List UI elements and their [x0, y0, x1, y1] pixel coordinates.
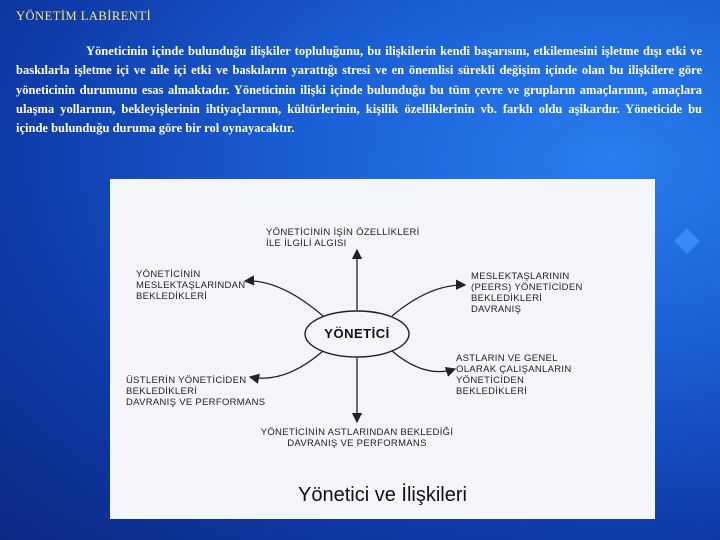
node-lower-left: ÜSTLERİN YÖNETİCİDEN BEKLEDİKLERİ DAVRANIŞ VE PERFORMANS: [126, 375, 266, 408]
node-upper-right: MESLEKTAŞLARININ (PEERS) YÖNETİCİDEN BEKLEDİKLERİ DAVRANIŞ: [471, 271, 583, 315]
slide-paragraph: Yöneticinin içinde bulunduğu ilişkiler topluluğunu, bu ilişkilerin kendi başarısını, etkilemesini işletme dışı etki ve baskılarla işletme içi ve aile içi etki ve baskıların yarattığı stresi ve en önemlisi sürekli değişim içinde olan bu ilişkilere göre yöneticinin durumunu esas almaktadır. Yöneticinin ilişki içinde bulunduğu bu tüm çevre ve grupların amaçlarının, amaçlara ulaşma yollarının, bekleyişlerinin ihtiyaçlarının, kültürlerinin, kişilik özelliklerinin vb. farklı oldu aşikardır. Yöneticide bu içinde bulunduğu duruma göre bir rol oynayacaktır.: [16, 44, 702, 136]
center-node-label: YÖNETİCİ: [324, 326, 390, 341]
node-lower-right: ASTLARIN VE GENEL OLARAK ÇALIŞANLARIN YÖNETİCİDEN BEKLEDİKLERİ: [456, 353, 572, 397]
relationship-diagram: [110, 179, 655, 519]
node-top: YÖNETİCİNİN İŞİN ÖZELLİKLERİ İLE İLGİLİ ALGISI: [266, 227, 420, 249]
decorative-diamond: [674, 228, 699, 253]
diagram-caption: Yönetici ve İlişkileri: [298, 484, 467, 506]
slide-title: YÖNETİM LABİRENTİ: [16, 9, 152, 23]
node-upper-left: YÖNETİCİNİN MESLEKTAŞLARINDAN BEKLEDİKLERİ: [136, 269, 246, 302]
arrow-to-upper-left: [245, 281, 323, 316]
node-bottom: YÖNETİCİNİN ASTLARINDAN BEKLEDİĞİ DAVRANIŞ VE PERFORMANS: [260, 427, 454, 449]
arrow-to-upper-right: [392, 285, 465, 316]
arrow-to-lower-right: [392, 351, 455, 372]
